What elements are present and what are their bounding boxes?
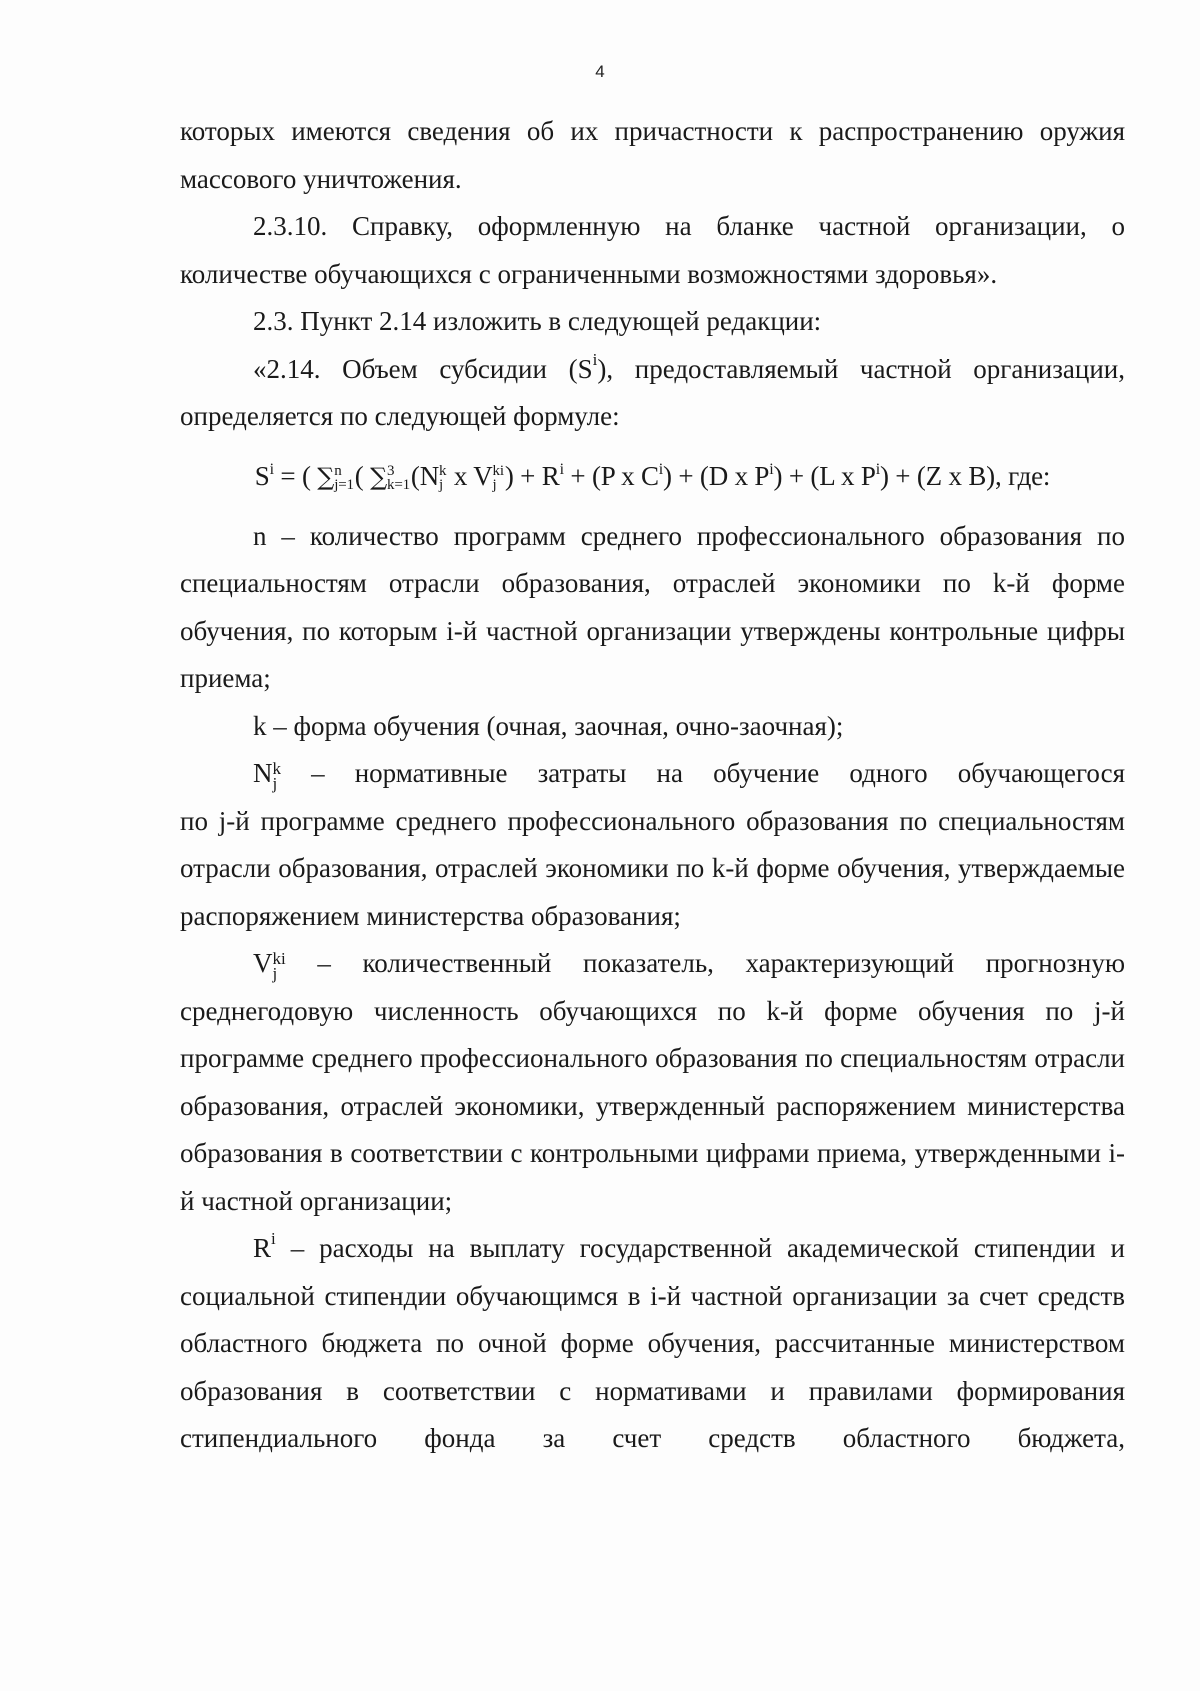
formula-r-sup: i <box>559 460 564 478</box>
formula-zb: ) + (Z x B), где: <box>879 460 1051 491</box>
formula-n-sub: j <box>439 477 443 494</box>
definition-k: k – форма обучения (очная, заочная, очно-заочная); <box>253 710 844 741</box>
definition-nj-indices <box>272 758 282 793</box>
formula-s: S <box>254 460 270 491</box>
definition-vj-text: – количественный показатель, характеризующий прогнозную среднегодовую численность обучающихся по k-й форме обучения по j-й программе среднего профессионального образования по специальностям отрасли образования, отраслей экономики, утвержденный распоряжением министерства образования в соответствии с контрольными цифрами приема, утвержденными i-й частной организации; <box>180 948 1125 1216</box>
formula-n-indices <box>439 464 446 492</box>
formula-r: ) + R <box>504 460 560 491</box>
definition-r <box>180 1225 1125 1463</box>
formula-v-sub: j <box>492 477 497 494</box>
formula-sum-k: ∑ <box>370 462 388 491</box>
definition-nj-sub: j <box>272 773 278 793</box>
paragraph-2-14-post: ), предоставляемый частной организации, определяется по следующей формуле: <box>180 353 1126 431</box>
formula-sum-k-top: 3 <box>387 463 395 480</box>
formula-c-sup: i <box>658 460 664 478</box>
document-body <box>180 108 1125 1463</box>
definition-nj-first-line <box>180 750 1125 798</box>
definition-nj-sup: k <box>272 758 281 778</box>
formula-sum-k-bottom: k=1 <box>387 477 410 494</box>
formula-sum-j-limits <box>334 464 354 492</box>
subsidy-formula <box>180 453 1125 501</box>
paragraph-continuation: которых имеются сведения об их причастности к распространению оружия массового уничтожения. <box>180 116 1125 194</box>
formula-v-indices <box>493 464 504 492</box>
definition-vj-sub: j <box>272 963 278 983</box>
definition-nj-line1: – нормативные затраты на обучение одного обучающегося <box>281 758 1125 788</box>
formula-sum-k-limits <box>387 464 410 492</box>
formula-pc: + (P x C <box>563 460 659 491</box>
formula-v: x V <box>447 460 493 491</box>
formula-sum-j-bottom: j=1 <box>334 477 354 494</box>
formula-sum-j: ∑ <box>317 462 335 491</box>
paragraph-2-3: 2.3. Пункт 2.14 изложить в следующей редакции: <box>253 306 822 336</box>
formula-paren: ( <box>354 460 371 491</box>
paragraph-2-14 <box>180 346 1125 441</box>
formula-dp: ) + (D x P <box>663 460 770 491</box>
definition-vj-symbol: V <box>253 948 273 978</box>
formula-lp: ) + (L x P <box>773 460 876 491</box>
formula-v-sup: ki <box>492 463 504 480</box>
definition-nj-symbol: N <box>253 758 273 788</box>
formula-n: (N <box>410 460 440 491</box>
formula-n-sup: k <box>439 463 447 480</box>
formula-eq: = ( <box>273 460 318 491</box>
page-number: 4 <box>595 62 605 81</box>
definition-vj-indices <box>272 948 286 983</box>
formula-p1-sup: i <box>769 460 774 478</box>
definition-r-sup: i <box>271 1229 276 1248</box>
definition-vj-sup: ki <box>272 948 286 968</box>
paragraph-2-14-pre: «2.14. Объем субсидии (S <box>253 353 593 384</box>
definition-vj <box>180 940 1125 1225</box>
formula-s-sup: i <box>269 460 274 478</box>
formula-p2-sup: i <box>875 460 880 478</box>
definition-n: n – количество программ среднего профессионального образования по специальностям отрасли образования, отраслей экономики по k-й форме обучения, по которым i-й частной организации утверждены контрольные цифры приема; <box>180 520 1125 693</box>
paragraph-2-3-10: 2.3.10. Справку, оформленную на бланке частной организации, о количестве обучающихся с ограниченными возможностями здоровья». <box>180 211 1125 289</box>
definition-nj-rest: по j-й программе среднего профессионального образования по специальностям отрасли образования, отраслей экономики по k-й форме обучения, утверждаемые распоряжением министерства образования; <box>180 805 1125 931</box>
formula-sum-j-top: n <box>334 463 342 480</box>
definition-r-symbol: R <box>253 1233 272 1263</box>
definition-r-text: – расходы на выплату государственной академической стипендии и социальной стипендии обучающимся в i-й частной организации за счет средств областного бюджета по очной форме обучения, рассчитанные министерством образования в соответствии с нормативами и правилами формирования стипендиального фонда за счет средств областного бюджета, <box>180 1233 1125 1453</box>
paragraph-2-14-sup: i <box>592 349 598 369</box>
